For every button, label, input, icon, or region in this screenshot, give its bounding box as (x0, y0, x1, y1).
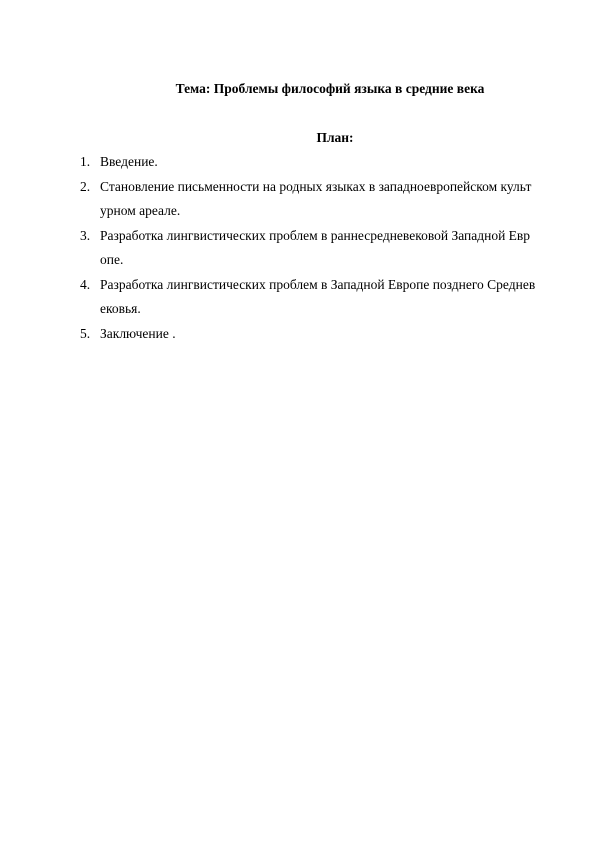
plan-list (80, 150, 550, 346)
plan-heading: План: (316, 130, 354, 145)
plan-item-4 (80, 273, 550, 322)
plan-item-1 (80, 150, 550, 175)
document-title: Тема: Проблемы философий языка в средние века (175, 81, 485, 96)
plan-item-line: Разработка лингвистических проблем в раннесредневековой Западной Евр (100, 227, 531, 243)
plan-item-line: Заключение . (100, 325, 176, 341)
plan-item-line: ековья. (100, 301, 141, 316)
plan-item-line: Становление письменности на родных языках в западноевропейском культ (100, 178, 532, 194)
plan-item-number: 2. (80, 178, 91, 194)
plan-item-number: 3. (80, 227, 91, 243)
plan-item-text (100, 150, 550, 175)
plan-item-text (100, 224, 550, 273)
plan-item-3 (80, 224, 550, 273)
plan-item-line: урном ареале. (100, 203, 181, 218)
plan-item-2 (80, 175, 550, 224)
plan-item-line: Разработка лингвистических проблем в Западной Европе позднего Среднев (100, 276, 536, 292)
plan-item-number: 4. (80, 276, 91, 292)
plan-item-text (100, 273, 550, 322)
plan-item-line: опе. (100, 252, 124, 267)
plan-item-text (100, 175, 550, 224)
plan-item-number: 5. (80, 325, 91, 341)
plan-item-line: Введение. (100, 154, 158, 169)
plan-item-5 (80, 322, 550, 347)
plan-item-text (100, 322, 550, 347)
plan-item-number: 1. (80, 154, 91, 169)
